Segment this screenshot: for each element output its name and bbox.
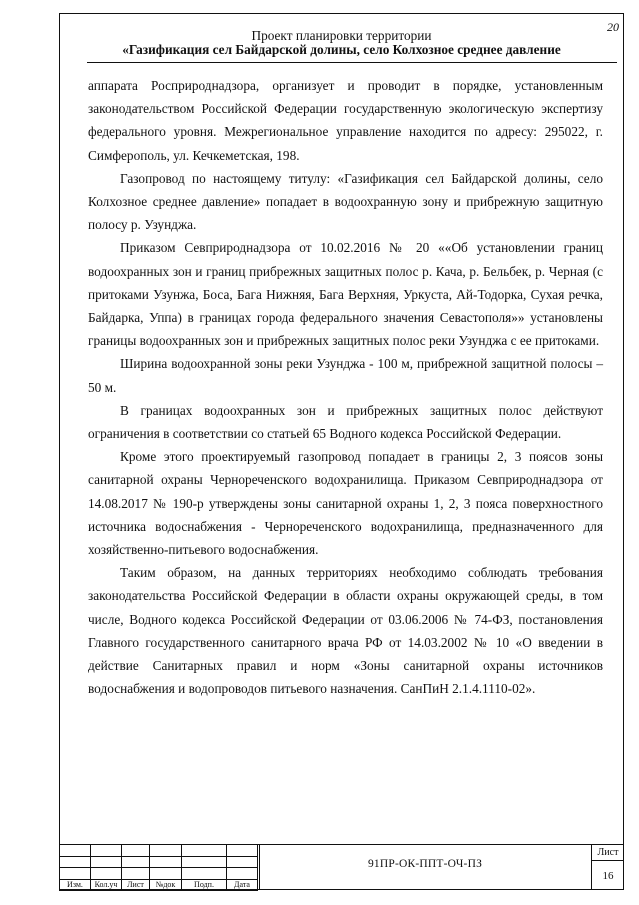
sheet-label: Лист	[592, 846, 624, 861]
page-number: 20	[607, 20, 619, 34]
paragraph: аппарата Росприроднадзора, организует и проводит в порядке, установленным законодательством Российской Федерации государственную экологическую экспертизу федерального уровня. Межрегиональное управление находится по адресу: 295022, г. Симферополь, ул. Кечкеметская, 198.	[88, 78, 603, 163]
sheet-box	[591, 844, 624, 890]
col-header: Дата	[227, 879, 258, 891]
document-code: 91ПР-ОК-ППТ-ОЧ-ПЗ	[367, 858, 483, 870]
paragraph: Газопровод по настоящему титулу: «Газификация сел Байдарской долины, село Колхозное среднее давление» попадает в водоохранную зону и прибрежную защитную полосу р. Узунджа.	[88, 170, 603, 233]
header-rule	[87, 62, 617, 63]
col-header: Лист	[122, 879, 150, 891]
revision-table	[59, 844, 258, 891]
col-header: Изм.	[60, 879, 91, 891]
paragraph: Таким образом, на данных территориях необходимо соблюдать требования законодательства Российской Федерации в области охраны окружающей среды, в том числе, Водного кодекса Российской Федерации от 03.06.2006 № 74-ФЗ, постановления Главного государственного санитарного врача РФ от 14.03.2002 № 10 «О введении в действие Санитарных правил и норм «Зоны санитарной охраны источников водоснабжения и водопроводов питьевого назначения. СанПиН 2.1.4.1110-02».	[88, 565, 603, 697]
col-header: Кол.уч	[91, 879, 122, 891]
paragraph: В границах водоохранных зон и прибрежных защитных полос действуют ограничения в соответствии со статьей 65 Водного кодекса Российской Федерации.	[88, 402, 603, 442]
col-header: №док	[150, 879, 182, 891]
document-body	[88, 74, 603, 700]
header-title: Проект планировки территории	[251, 28, 432, 43]
sheet-number: 16	[602, 870, 614, 882]
paragraph: Кроме этого проектируемый газопровод попадает в границы 2, 3 поясов зоны санитарной охраны Чернореченского водохранилища. Приказом Севприроднадзора от 14.08.2017 № 190-р утверждены зоны санитарной охраны 1, 2, 3 пояса поверхностного источника водоснабжения - Чернореченского водохранилища, предназначенного для хозяйственно-питьевого водоснабжения.	[88, 449, 603, 558]
col-header: Подп.	[182, 879, 227, 891]
title-block	[59, 844, 624, 890]
header-subtitle: «Газификация сел Байдарской долины, село Колхозное среднее давление	[122, 42, 561, 57]
paragraph: Ширина водоохранной зоны реки Узунджа - 100 м, прибрежной защитной полосы – 50 м.	[88, 356, 603, 395]
paragraph: Приказом Севприроднадзора от 10.02.2016 № 20 ««Об установлении границ водоохранных зон и границ прибрежных защитных полос р. Кача, р. Бельбек, р. Черная (с притоками Узунжа, Боса, Бага Нижняя, Бага Верхняя, Уркуста, Ай-Тодорка, Сухая речка, Байдарка, Уппа) в границах города федерального значения Севастополя»» установлены границы водоохранных зон и прибрежных защитных полос реки Узунджа с ее притоками.	[88, 240, 603, 349]
